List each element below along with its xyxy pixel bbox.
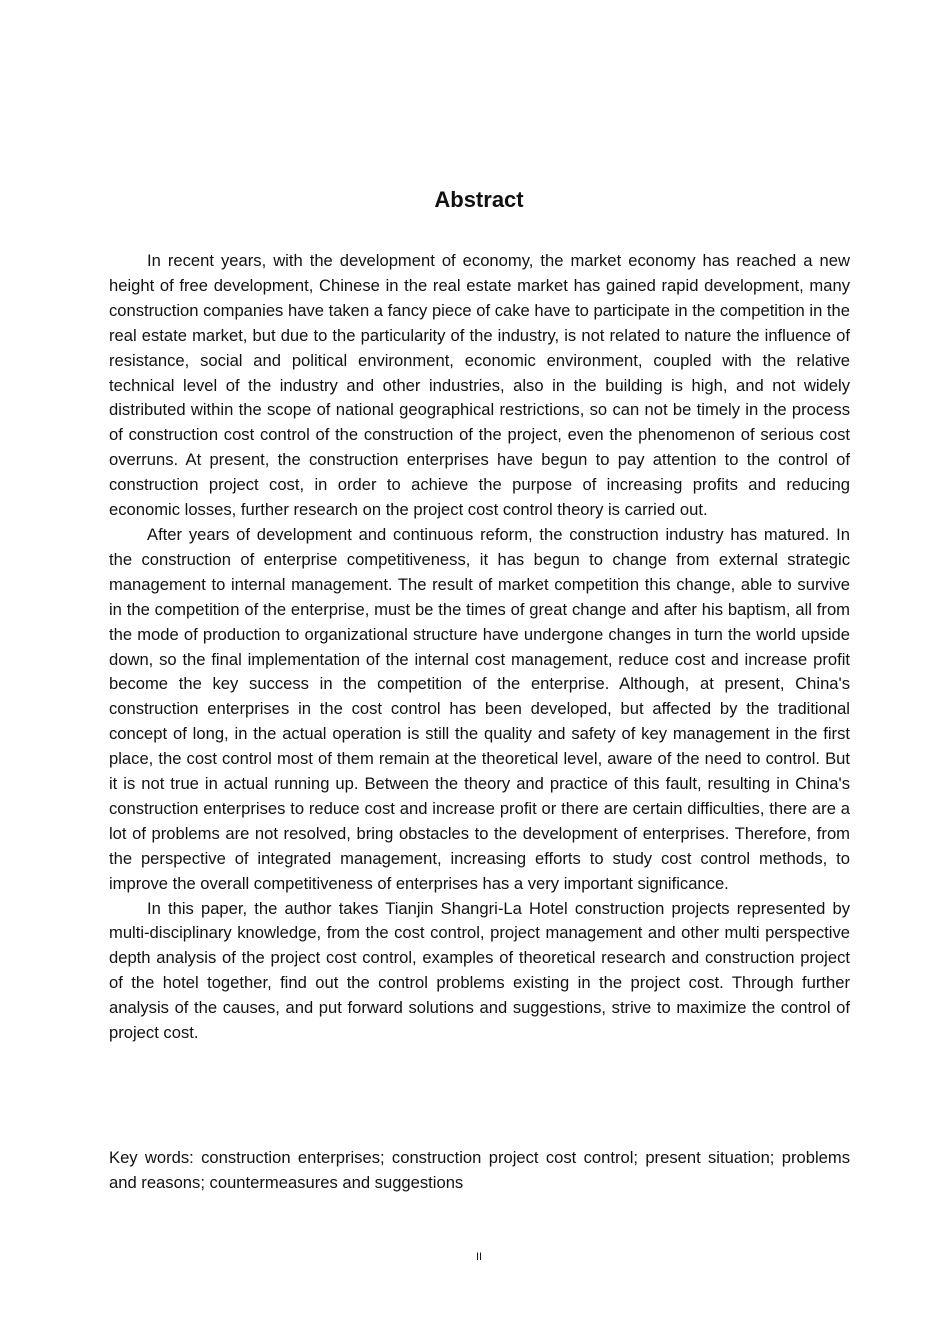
abstract-body: [109, 249, 850, 1046]
abstract-paragraph-1: In recent years, with the development of economy, the market economy has reached a new height of free development, Chinese in the real estate market has gained rapid development, many construction companies have taken a fancy piece of cake have to participate in the competition in the real estate market, but due to the particularity of the industry, is not related to nature the influence of resistance, social and political environment, economic environment, coupled with the relative technical level of the industry and other industries, also in the building is high, and not widely distributed within the scope of national geographical restrictions, so can not be timely in the process of construction cost control of the construction of the project, even the phenomenon of serious cost overruns. At present, the construction enterprises have begun to pay attention to the control of construction project cost, in order to achieve the purpose of increasing profits and reducing economic losses, further research on the project cost control theory is carried out.: [109, 251, 850, 520]
abstract-paragraph-3: In this paper, the author takes Tianjin Shangri-La Hotel construction projects represented by multi-disciplinary knowledge, from the cost control, project management and other multi perspective depth analysis of the project cost control, examples of theoretical research and construction project of the hotel together, find out the control problems existing in the project cost. Through further analysis of the causes, and put forward solutions and suggestions, strive to maximize the control of project cost.: [109, 898, 850, 1043]
page-number: II: [475, 1251, 483, 1263]
keywords-line: Key words: construction enterprises; construction project cost control; present situation; problems and reasons; countermeasures and suggestions: [109, 1148, 850, 1192]
abstract-title: Abstract: [434, 187, 524, 212]
abstract-paragraph-2: After years of development and continuous reform, the construction industry has matured. In the construction of enterprise competitiveness, it has begun to change from external strategic management to internal management. The result of market competition this change, able to survive in the competition of the enterprise, must be the times of great change and after his baptism, all from the mode of production to organizational structure have undergone changes in turn the world upside down, so the final implementation of the internal cost management, reduce cost and increase profit become the key success in the competition of the enterprise. Although, at present, China's construction enterprises in the cost control has been developed, but affected by the traditional concept of long, in the actual operation is still the quality and safety of key management in the first place, the cost control most of them remain at the theoretical level, aware of the need to control. But it is not true in actual running up. Between the theory and practice of this fault, resulting in China's construction enterprises to reduce cost and increase profit or there are certain difficulties, there are a lot of problems are not resolved, bring obstacles to the development of enterprises. Therefore, from the perspective of integrated management, increasing efforts to study cost control methods, to improve the overall competitiveness of enterprises has a very important significance.: [109, 524, 850, 893]
